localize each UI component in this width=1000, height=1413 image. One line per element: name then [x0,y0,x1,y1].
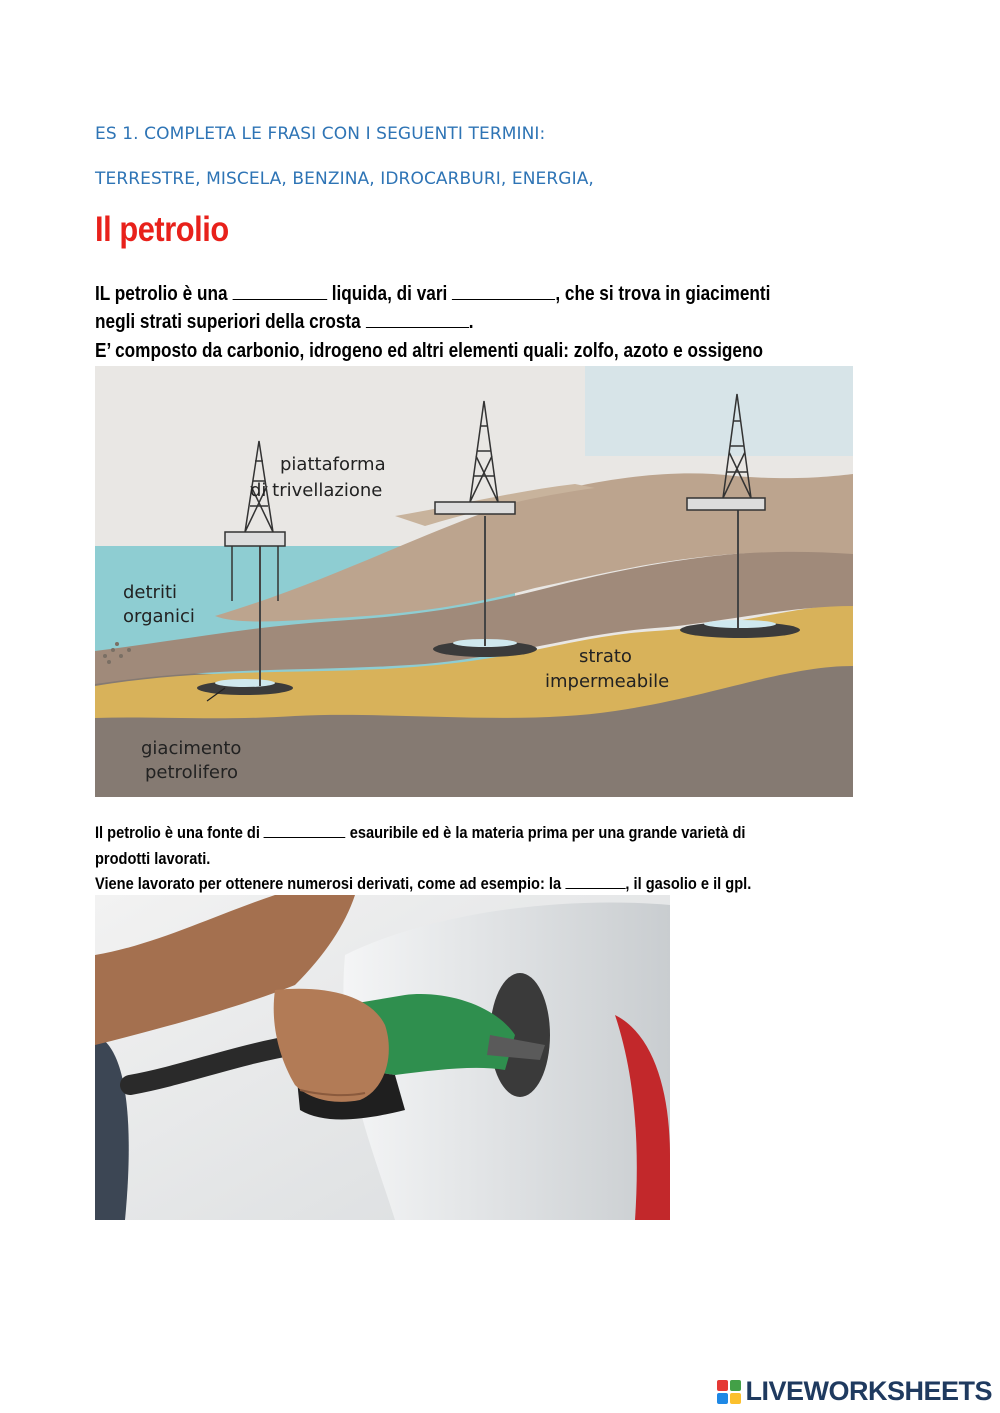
blank-input-benzina[interactable] [565,886,625,889]
label-strato-line-2: impermeabile [545,671,670,692]
label-platform-line-1: piattaforma [280,454,386,475]
text-segment: esauribile ed è la materia prima per una grande varietà di [349,823,746,842]
gas-pocket-1 [215,679,275,687]
page-title: Il petrolio [95,210,229,249]
diagram-faint-table [585,366,853,456]
paragraph-1-line-1 [95,283,770,306]
liveworksheets-logo[interactable] [717,1376,992,1407]
text-segment: . [468,311,474,333]
paragraph-1-line-2 [95,311,473,334]
blank-input-terrestre[interactable] [366,325,469,328]
text-segment: , che si trova in giacimenti [555,283,771,305]
label-platform-line-2: di trivellazione [250,480,383,501]
text-segment: negli strati superiori della crosta [95,311,361,333]
label-debris-line-2: organici [123,606,195,627]
brand-text: LIVEWORKSHEETS [745,1376,992,1406]
blank-input-miscela[interactable] [232,297,327,300]
text-segment: Viene lavorato per ottenere numerosi derivati, come ad esempio: la [95,874,562,893]
text-segment: liquida, di vari [331,283,448,305]
text-segment: Il petrolio è una fonte di [95,823,260,842]
refueling-photo [95,895,670,1220]
text-segment: , il gasolio e il gpl. [625,874,752,893]
instruction-line-1: ES 1. COMPLETA LE FRASI CON I SEGUENTI TERMINI: [95,124,546,144]
paragraph-1-line-3: E’ composto da carbonio, idrogeno ed altri elementi quali: zolfo, azoto e ossigeno [95,340,764,362]
text-segment: IL petrolio è una [95,283,228,305]
paragraph-2-line-1 [95,823,745,843]
brand-mark-icon [717,1380,741,1404]
paragraph-2-line-2: prodotti lavorati. [95,849,211,868]
blank-input-idrocarburi[interactable] [452,297,555,300]
oil-drilling-diagram [95,366,853,797]
label-debris-line-1: detriti [123,582,178,603]
instruction-terms: TERRESTRE, MISCELA, BENZINA, IDROCARBURI, ENERGIA, [95,169,594,189]
paragraph-2-line-3 [95,874,751,894]
gas-pocket-3 [704,620,776,628]
label-giacimento-line-1: giacimento [141,738,242,759]
label-strato-line-1: strato [579,646,632,667]
label-giacimento-line-2: petrolifero [145,762,239,783]
blank-input-energia[interactable] [264,835,346,838]
